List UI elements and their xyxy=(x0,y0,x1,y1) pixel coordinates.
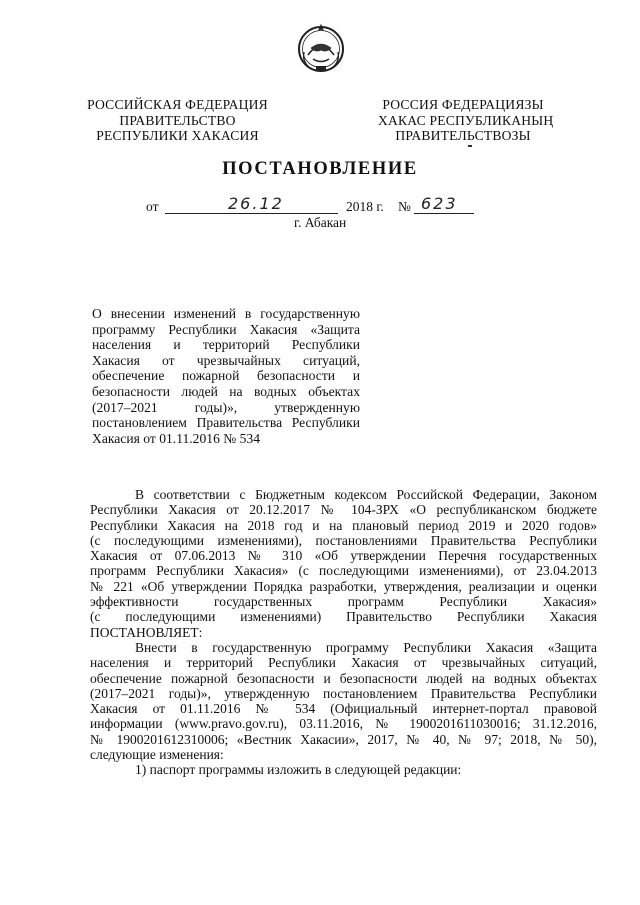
body-line: следующие изменения: xyxy=(90,747,224,763)
body-line: Хакасия от 01.11.2016 № 534 (Официальный интернет-портал правовой xyxy=(90,701,597,717)
body-line: В соответствии с Бюджетным кодексом Российской Федерации, Законом xyxy=(135,487,597,502)
number-underline xyxy=(414,213,474,214)
subject-line: (2017–2021 годы)», утвержденную xyxy=(92,399,360,415)
subject-line: постановлением Правительства Республики xyxy=(92,415,360,431)
header-right-line: РОССИЯ ФЕДЕРАЦИЯЗЫ xyxy=(382,97,544,112)
year-text: 2018 г. xyxy=(346,199,384,214)
header-left-line: РОССИЙСКАЯ ФЕДЕРАЦИЯ xyxy=(87,97,268,112)
date-underline xyxy=(165,213,338,214)
subject-block xyxy=(92,306,360,446)
body-line: обеспечение пожарной безопасности и безопасности людей на водных объектах xyxy=(90,670,597,686)
header-left-line: ПРАВИТЕЛЬСТВО xyxy=(119,112,236,128)
header-left-line: РЕСПУБЛИКИ ХАКАСИЯ xyxy=(96,128,259,143)
pen-mark xyxy=(468,145,472,147)
number-prefix: № xyxy=(398,199,411,214)
body-line: Республики Хакасия на 2018 год и на плановый период 2019 и 2020 годов» xyxy=(90,517,597,533)
body-line: ПОСТАНОВЛЯЕТ: xyxy=(90,624,203,640)
body-line: (с последующими изменениями), постановлениями Правительства Республики xyxy=(90,532,597,548)
coat-of-arms-emblem xyxy=(296,22,346,76)
handwritten-date: 26.12 xyxy=(228,194,284,213)
body-line: Внести в государственную программу Республики Хакасия «Защита xyxy=(135,639,597,655)
body-line: (2017–2021 годы)», утвержденную постановлением Правительства Республики xyxy=(90,685,597,701)
body-line: информации (www.pravo.gov.ru), 03.11.2016, № 1900201611030016; 31.12.2016, xyxy=(90,716,597,732)
body-line: населения и территорий Республики Хакасия от чрезвычайных ситуаций, xyxy=(90,655,597,671)
body-line: Хакасия от 07.06.2013 № 310 «Об утверждении Перечня государственных xyxy=(90,548,597,564)
body-line: программ Республики Хакасия» (с последующими изменениями), от 23.04.2013 xyxy=(90,563,597,579)
subject-line: О внесении изменений в государственную xyxy=(92,306,360,321)
body-line: эффективности государственных программ Республики Хакасия» xyxy=(90,594,597,610)
subject-line: обеспечение пожарной безопасности и xyxy=(92,368,360,384)
body-line: 1) паспорт программы изложить в следующей редакции: xyxy=(135,762,462,778)
subject-line: населения и территорий Республики xyxy=(92,337,360,353)
subject-line: безопасности людей на водных объектах xyxy=(92,383,360,399)
document-title: ПОСТАНОВЛЕНИЕ xyxy=(222,159,418,179)
body-text xyxy=(90,487,597,778)
header-right-line: ХАКАС РЕСПУБЛИКАНЫҢ xyxy=(378,112,554,128)
header-right-block xyxy=(378,97,554,144)
header-left-block xyxy=(80,97,275,144)
date-prefix: от xyxy=(146,199,159,214)
body-line: Республики Хакасия от 20.12.2017 № 104-ЗРХ «О республиканском бюджете xyxy=(90,502,597,518)
handwritten-number: 623 xyxy=(421,194,458,213)
subject-line: программу Республики Хакасия «Защита xyxy=(92,321,360,337)
city-name: г. Абакан xyxy=(294,215,347,230)
body-line: (с последующими изменениями) Правительство Республики Хакасия xyxy=(90,609,597,625)
header-right-line: ПРАВИТЕЛЬСТВОЗЫ xyxy=(395,128,531,143)
body-line: № 221 «Об утверждении Порядка разработки, утверждения, реализации и оценки xyxy=(90,578,597,594)
subject-line: Хакасия от 01.11.2016 № 534 xyxy=(92,430,261,446)
subject-line: Хакасия от чрезвычайных ситуаций, xyxy=(92,352,360,368)
body-line: № 1900201612310006; «Вестник Хакасии», 2017, № 40, № 97; 2018, № 50), xyxy=(90,731,597,747)
